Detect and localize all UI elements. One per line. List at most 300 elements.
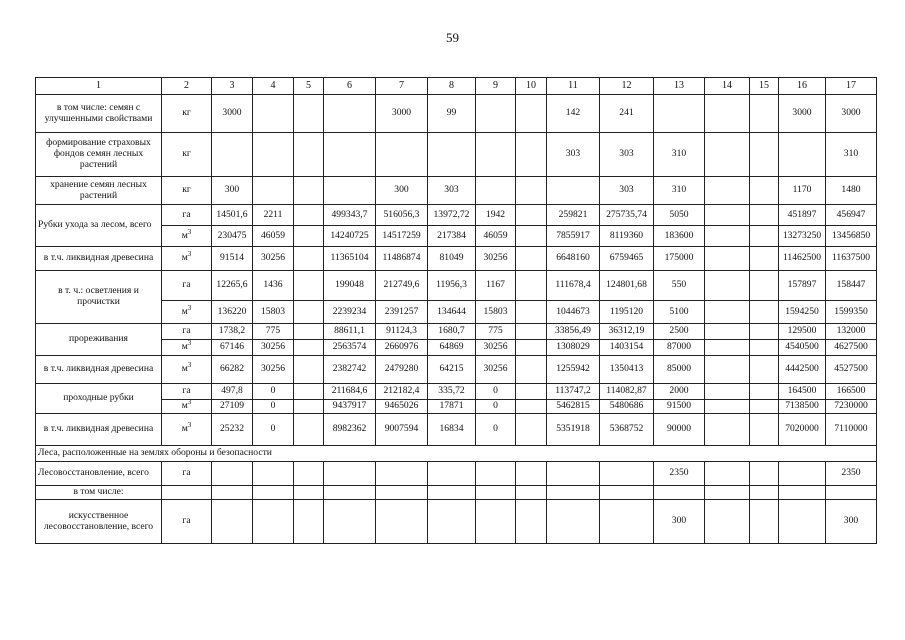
value-cell (253, 133, 294, 177)
value-cell: 15803 (476, 301, 516, 324)
value-cell: 2660976 (376, 340, 428, 356)
value-cell: 2350 (654, 462, 705, 486)
value-cell: 14517259 (376, 226, 428, 247)
unit-cell: $м^3$ (162, 247, 212, 271)
value-cell: 46059 (476, 226, 516, 247)
unit-superscript: 3 (187, 227, 192, 236)
value-cell (324, 486, 376, 500)
value-cell (516, 414, 547, 446)
value-cell: 91500 (654, 400, 705, 414)
value-cell (294, 226, 324, 247)
value-cell (516, 384, 547, 400)
value-cell: 335,72 (428, 384, 476, 400)
value-cell (600, 486, 654, 500)
value-cell: 16834 (428, 414, 476, 446)
value-cell: 2563574 (324, 340, 376, 356)
value-cell: 212182,4 (376, 384, 428, 400)
value-cell: 11462500 (779, 247, 826, 271)
value-cell: 199048 (324, 271, 376, 301)
value-cell: 91124,3 (376, 324, 428, 340)
value-cell (324, 500, 376, 544)
value-cell (294, 500, 324, 544)
column-number-row (36, 78, 877, 95)
value-cell (750, 340, 779, 356)
value-cell (705, 486, 750, 500)
unit-cell: $м^3$ (162, 400, 212, 414)
unit-superscript: 3 (187, 249, 192, 258)
value-cell: 303 (547, 133, 600, 177)
value-cell: 157897 (779, 271, 826, 301)
value-cell (294, 340, 324, 356)
section-row (36, 446, 877, 462)
unit-cell: $м^3$ (162, 356, 212, 384)
value-cell: 14240725 (324, 226, 376, 247)
value-cell (294, 95, 324, 133)
value-cell: 30256 (253, 247, 294, 271)
value-cell: 30256 (476, 340, 516, 356)
column-number-cell: 11 (547, 78, 600, 95)
value-cell (705, 301, 750, 324)
value-cell: 33856,49 (547, 324, 600, 340)
value-cell: 5351918 (547, 414, 600, 446)
value-cell (516, 400, 547, 414)
value-cell: 2479280 (376, 356, 428, 384)
row-label: Лесовосстановление, всего (36, 462, 162, 486)
value-cell: 310 (826, 133, 877, 177)
value-cell: 7138500 (779, 400, 826, 414)
section-title: Леса, расположенные на землях обороны и безопасности (36, 446, 877, 462)
value-cell: 6759465 (600, 247, 654, 271)
value-cell (476, 500, 516, 544)
value-cell (750, 205, 779, 226)
row-label: в том числе: (36, 486, 162, 500)
value-cell: 303 (600, 133, 654, 177)
value-cell: 136220 (212, 301, 253, 324)
value-cell: 1942 (476, 205, 516, 226)
value-cell: 30256 (476, 356, 516, 384)
value-cell (516, 95, 547, 133)
value-cell: 64869 (428, 340, 476, 356)
value-cell (705, 95, 750, 133)
value-cell: 67146 (212, 340, 253, 356)
value-cell (294, 462, 324, 486)
value-cell (294, 271, 324, 301)
value-cell (253, 177, 294, 205)
value-cell: 310 (654, 177, 705, 205)
column-number-cell: 14 (705, 78, 750, 95)
value-cell (324, 177, 376, 205)
value-cell (212, 486, 253, 500)
value-cell: 88611,1 (324, 324, 376, 340)
value-cell: 87000 (654, 340, 705, 356)
unit-superscript: 3 (187, 360, 192, 369)
value-cell: 1480 (826, 177, 877, 205)
value-cell: 64215 (428, 356, 476, 384)
value-cell (324, 133, 376, 177)
value-cell: 11956,3 (428, 271, 476, 301)
value-cell (212, 133, 253, 177)
column-number-cell: 9 (476, 78, 516, 95)
table-row (36, 133, 877, 177)
value-cell: 175000 (654, 247, 705, 271)
value-cell (705, 462, 750, 486)
table-row (36, 95, 877, 133)
column-number-cell: 2 (162, 78, 212, 95)
value-cell (750, 95, 779, 133)
value-cell: 3000 (376, 95, 428, 133)
value-cell: 550 (654, 271, 705, 301)
value-cell (212, 500, 253, 544)
value-cell: 142 (547, 95, 600, 133)
value-cell: 1738,2 (212, 324, 253, 340)
value-cell (750, 133, 779, 177)
value-cell: 0 (253, 414, 294, 446)
value-cell (547, 486, 600, 500)
table-row (36, 500, 877, 544)
value-cell (428, 500, 476, 544)
value-cell (324, 95, 376, 133)
value-cell (750, 271, 779, 301)
page-number: 59 (446, 30, 459, 45)
value-cell (750, 301, 779, 324)
column-number-cell: 12 (600, 78, 654, 95)
value-cell (294, 384, 324, 400)
value-cell (294, 400, 324, 414)
value-cell: 158447 (826, 271, 877, 301)
table-row (36, 247, 877, 271)
value-cell: 1403154 (600, 340, 654, 356)
value-cell: 300 (826, 500, 877, 544)
value-cell: 451897 (779, 205, 826, 226)
value-cell: 183600 (654, 226, 705, 247)
value-cell (600, 462, 654, 486)
column-number-cell: 7 (376, 78, 428, 95)
value-cell: 13456850 (826, 226, 877, 247)
value-cell (750, 226, 779, 247)
value-cell: 300 (654, 500, 705, 544)
value-cell: 25232 (212, 414, 253, 446)
value-cell: 132000 (826, 324, 877, 340)
value-cell: 3000 (212, 95, 253, 133)
row-label: в т.ч. ликвидная древесина (36, 247, 162, 271)
unit-superscript: 3 (187, 303, 192, 312)
value-cell (705, 247, 750, 271)
value-cell (750, 400, 779, 414)
value-cell (547, 462, 600, 486)
row-label: искусственное лесовосстановление, всего (36, 500, 162, 544)
column-number-cell: 8 (428, 78, 476, 95)
column-number-cell: 16 (779, 78, 826, 95)
table-row (36, 356, 877, 384)
value-cell (428, 486, 476, 500)
value-cell: 0 (253, 400, 294, 414)
value-cell: 14501,6 (212, 205, 253, 226)
value-cell (516, 340, 547, 356)
value-cell: 775 (253, 324, 294, 340)
value-cell (516, 205, 547, 226)
value-cell: 1599350 (826, 301, 877, 324)
row-label: Рубки ухода за лесом, всего (36, 205, 162, 247)
value-cell (516, 356, 547, 384)
row-label: хранение семян лесных растений (36, 177, 162, 205)
value-cell (654, 95, 705, 133)
row-label: проходные рубки (36, 384, 162, 414)
value-cell (476, 462, 516, 486)
value-cell: 17871 (428, 400, 476, 414)
forest-activities-table (35, 77, 877, 544)
value-cell (476, 177, 516, 205)
value-cell: 2500 (654, 324, 705, 340)
value-cell (376, 133, 428, 177)
unit-superscript: 3 (187, 420, 192, 429)
value-cell: 1594250 (779, 301, 826, 324)
value-cell (253, 486, 294, 500)
value-cell: 30256 (476, 247, 516, 271)
table-row (36, 205, 877, 226)
value-cell: 91514 (212, 247, 253, 271)
table-row (36, 400, 877, 414)
value-cell (750, 500, 779, 544)
row-label: в т.ч. ликвидная древесина (36, 414, 162, 446)
table-row (36, 271, 877, 301)
column-number-cell: 15 (750, 78, 779, 95)
value-cell (516, 486, 547, 500)
value-cell (705, 400, 750, 414)
value-cell: 4442500 (779, 356, 826, 384)
unit-superscript: 3 (187, 339, 192, 347)
value-cell: 4540500 (779, 340, 826, 356)
value-cell (705, 384, 750, 400)
value-cell (750, 462, 779, 486)
value-cell: 300 (376, 177, 428, 205)
value-cell: 13273250 (779, 226, 826, 247)
unit-cell: $м^3$ (162, 340, 212, 356)
value-cell: 2382742 (324, 356, 376, 384)
unit-cell: га (162, 271, 212, 301)
table-row (36, 177, 877, 205)
value-cell (516, 301, 547, 324)
unit-cell: кг (162, 133, 212, 177)
value-cell: 30256 (253, 356, 294, 384)
value-cell (779, 486, 826, 500)
value-cell: 90000 (654, 414, 705, 446)
value-cell: 300 (212, 177, 253, 205)
table-body (36, 78, 877, 544)
unit-cell (162, 486, 212, 500)
value-cell: 1195120 (600, 301, 654, 324)
value-cell (826, 486, 877, 500)
value-cell (547, 500, 600, 544)
value-cell (376, 462, 428, 486)
table-row (36, 486, 877, 500)
value-cell: 129500 (779, 324, 826, 340)
value-cell: 15803 (253, 301, 294, 324)
value-cell: 36312,19 (600, 324, 654, 340)
row-label: формирование страховых фондов семян лесных растений (36, 133, 162, 177)
table-row (36, 226, 877, 247)
value-cell: 99 (428, 95, 476, 133)
value-cell: 303 (600, 177, 654, 205)
value-cell: 9465026 (376, 400, 428, 414)
unit-superscript: 3 (187, 399, 192, 406)
value-cell (253, 500, 294, 544)
value-cell (294, 177, 324, 205)
unit-cell: кг (162, 177, 212, 205)
table-row (36, 414, 877, 446)
value-cell (750, 414, 779, 446)
value-cell (750, 486, 779, 500)
value-cell (705, 356, 750, 384)
value-cell (476, 486, 516, 500)
value-cell: 259821 (547, 205, 600, 226)
value-cell: 1436 (253, 271, 294, 301)
value-cell: 1350413 (600, 356, 654, 384)
value-cell (705, 205, 750, 226)
value-cell: 3000 (826, 95, 877, 133)
value-cell: 0 (476, 400, 516, 414)
unit-cell: $м^3$ (162, 414, 212, 446)
value-cell: 66282 (212, 356, 253, 384)
unit-cell: кг (162, 95, 212, 133)
value-cell: 2350 (826, 462, 877, 486)
value-cell (705, 177, 750, 205)
value-cell: 2391257 (376, 301, 428, 324)
table-row (36, 384, 877, 400)
row-label: в т. ч.: осветления и прочистки (36, 271, 162, 324)
value-cell: 30256 (253, 340, 294, 356)
value-cell: 4527500 (826, 356, 877, 384)
value-cell: 8982362 (324, 414, 376, 446)
value-cell (750, 356, 779, 384)
value-cell (705, 226, 750, 247)
column-number-cell: 10 (516, 78, 547, 95)
value-cell (705, 133, 750, 177)
value-cell: 164500 (779, 384, 826, 400)
value-cell: 8119360 (600, 226, 654, 247)
value-cell (376, 500, 428, 544)
value-cell: 85000 (654, 356, 705, 384)
value-cell: 0 (476, 384, 516, 400)
value-cell: 3000 (779, 95, 826, 133)
value-cell (294, 324, 324, 340)
value-cell: 1255942 (547, 356, 600, 384)
value-cell (294, 356, 324, 384)
unit-cell: $м^3$ (162, 226, 212, 247)
value-cell (428, 133, 476, 177)
value-cell (294, 414, 324, 446)
value-cell: 1170 (779, 177, 826, 205)
value-cell: 46059 (253, 226, 294, 247)
value-cell (516, 177, 547, 205)
value-cell: 303 (428, 177, 476, 205)
value-cell: 275735,74 (600, 205, 654, 226)
value-cell: 13972,72 (428, 205, 476, 226)
value-cell: 4627500 (826, 340, 877, 356)
value-cell (294, 486, 324, 500)
value-cell: 7110000 (826, 414, 877, 446)
value-cell: 217384 (428, 226, 476, 247)
value-cell (600, 500, 654, 544)
value-cell (750, 247, 779, 271)
unit-cell: $м^3$ (162, 301, 212, 324)
row-label: прореживания (36, 324, 162, 356)
value-cell (705, 414, 750, 446)
value-cell: 310 (654, 133, 705, 177)
value-cell (516, 247, 547, 271)
value-cell (750, 384, 779, 400)
value-cell: 11365104 (324, 247, 376, 271)
value-cell (705, 500, 750, 544)
value-cell: 134644 (428, 301, 476, 324)
value-cell (516, 500, 547, 544)
value-cell (516, 324, 547, 340)
value-cell (294, 301, 324, 324)
column-number-cell: 6 (324, 78, 376, 95)
value-cell (547, 177, 600, 205)
value-cell (294, 133, 324, 177)
value-cell: 9437917 (324, 400, 376, 414)
value-cell (516, 133, 547, 177)
column-number-cell: 3 (212, 78, 253, 95)
value-cell (476, 95, 516, 133)
value-cell: 124801,68 (600, 271, 654, 301)
value-cell (516, 271, 547, 301)
column-number-cell: 4 (253, 78, 294, 95)
value-cell: 9007594 (376, 414, 428, 446)
value-cell (324, 462, 376, 486)
value-cell: 2211 (253, 205, 294, 226)
value-cell: 456947 (826, 205, 877, 226)
value-cell: 27109 (212, 400, 253, 414)
unit-cell: га (162, 500, 212, 544)
value-cell (376, 486, 428, 500)
value-cell: 114082,87 (600, 384, 654, 400)
unit-cell: га (162, 324, 212, 340)
unit-cell: га (162, 462, 212, 486)
value-cell: 0 (253, 384, 294, 400)
value-cell (750, 324, 779, 340)
unit-cell: га (162, 205, 212, 226)
value-cell: 111678,4 (547, 271, 600, 301)
value-cell (705, 271, 750, 301)
value-cell: 211684,6 (324, 384, 376, 400)
value-cell: 1167 (476, 271, 516, 301)
value-cell (294, 247, 324, 271)
row-label: в т.ч. ликвидная древесина (36, 356, 162, 384)
column-number-cell: 13 (654, 78, 705, 95)
value-cell: 1308029 (547, 340, 600, 356)
value-cell: 7020000 (779, 414, 826, 446)
value-cell (779, 500, 826, 544)
value-cell: 5368752 (600, 414, 654, 446)
value-cell: 166500 (826, 384, 877, 400)
value-cell (428, 462, 476, 486)
value-cell: 2000 (654, 384, 705, 400)
value-cell (253, 462, 294, 486)
table-row (36, 462, 877, 486)
value-cell: 5100 (654, 301, 705, 324)
value-cell: 7230000 (826, 400, 877, 414)
value-cell: 81049 (428, 247, 476, 271)
value-cell: 0 (476, 414, 516, 446)
value-cell: 212749,6 (376, 271, 428, 301)
value-cell: 775 (476, 324, 516, 340)
row-label: в том числе: семян с улучшенными свойствами (36, 95, 162, 133)
column-number-cell: 17 (826, 78, 877, 95)
value-cell (516, 226, 547, 247)
value-cell: 5480686 (600, 400, 654, 414)
value-cell (705, 324, 750, 340)
